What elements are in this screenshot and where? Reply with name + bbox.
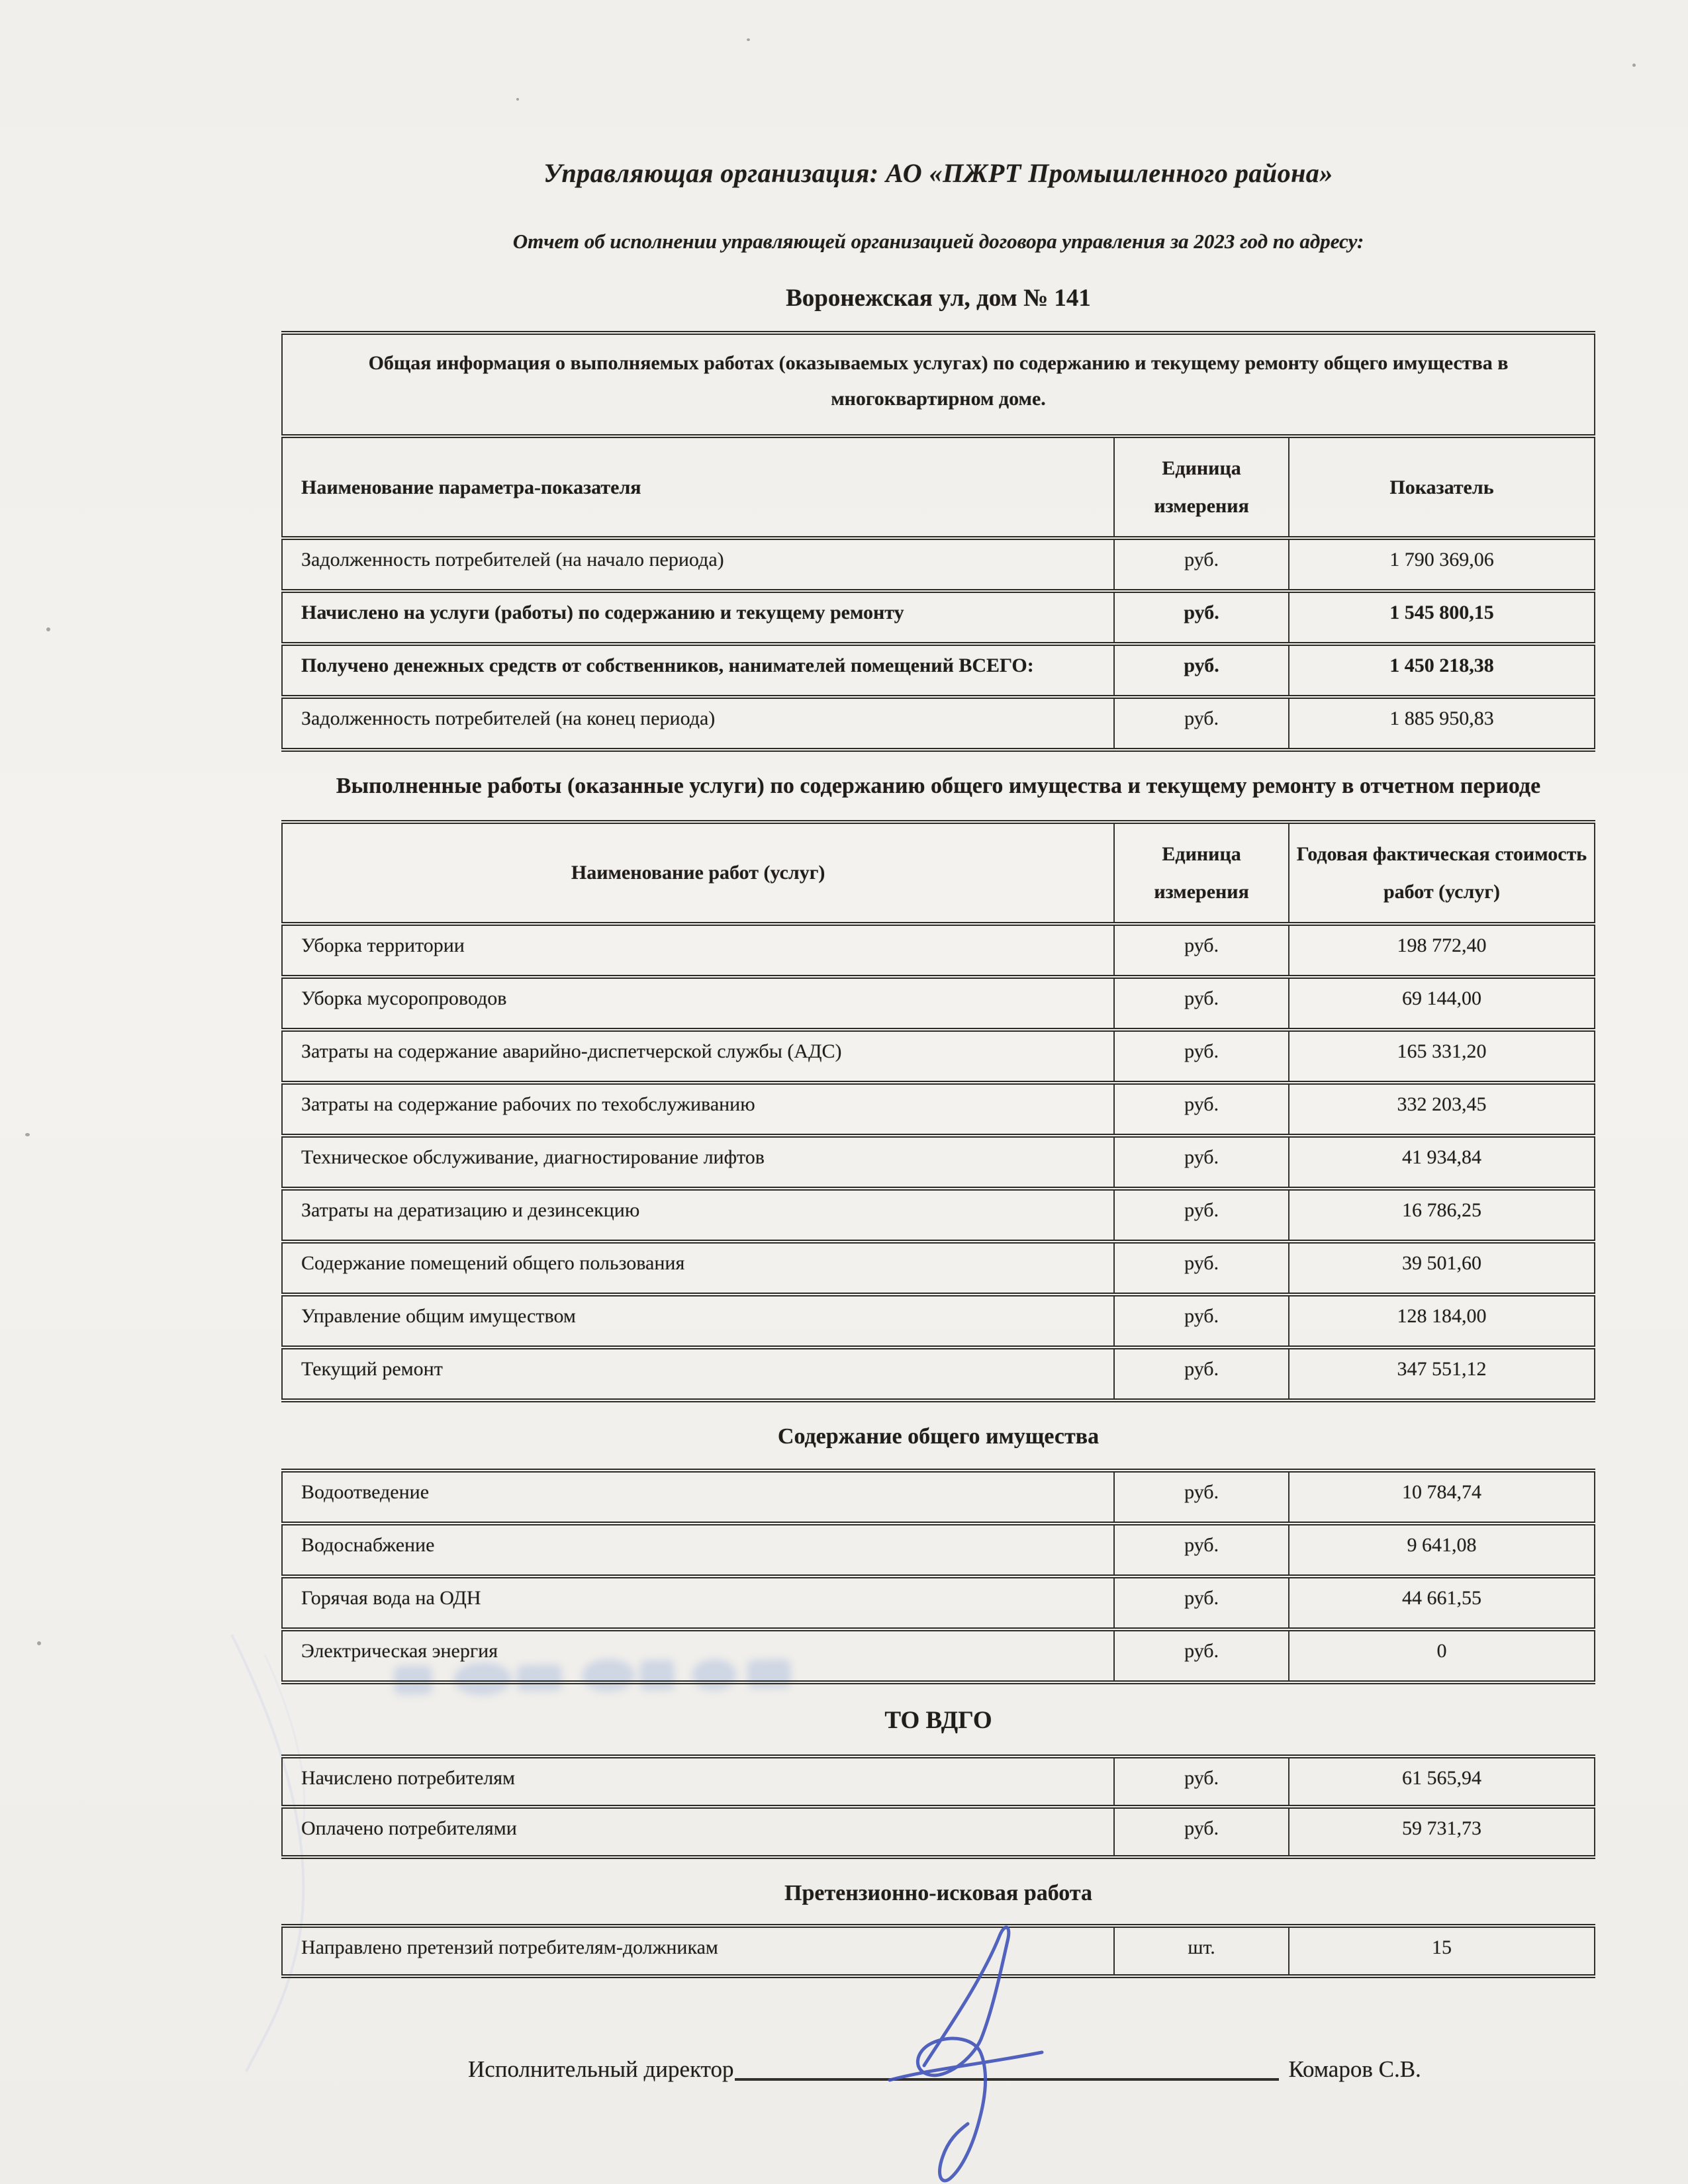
table-row [282,1083,1595,1136]
row-label: Техническое обслуживание, диагностирование лифтов [282,1136,1114,1189]
report-subtitle: Отчет об исполнении управляющей организацией договора управления за 2023 год по адресу: [512,230,1364,253]
row-value: 0 [1289,1629,1595,1682]
table-row [282,924,1595,977]
row-label: Затраты на дератизацию и дезинсекцию [282,1189,1114,1242]
row-unit: руб. [1114,1471,1289,1524]
row-label: Задолженность потребителей (на конец периода) [282,697,1114,750]
document-content [281,0,1595,2083]
table-row [282,1524,1595,1576]
row-value: 332 203,45 [1289,1083,1595,1136]
column-header-name: Наименование работ (услуг) [282,822,1114,924]
row-value: 59 731,73 [1289,1807,1595,1857]
table-row [282,1030,1595,1083]
row-value: 1 885 950,83 [1289,697,1595,750]
scan-speck [37,1641,41,1645]
row-label: Содержание помещений общего пользования [282,1242,1114,1295]
table-row [282,538,1595,591]
table-row [282,1242,1595,1295]
table-row [282,1926,1595,1976]
row-value: 69 144,00 [1289,977,1595,1030]
row-value: 16 786,25 [1289,1189,1595,1242]
document-title: Управляющая организация: АО «ПЖРТ Промышленного района» [543,158,1333,188]
table-row [282,697,1595,750]
row-unit: руб. [1114,1756,1289,1807]
row-label: Уборка мусоропроводов [282,977,1114,1030]
row-label: Электрическая энергия [282,1629,1114,1682]
table-row [282,591,1595,644]
row-value: 347 551,12 [1289,1347,1595,1400]
address-line: Воронежская ул, дом № 141 [786,285,1091,312]
row-label: Затраты на содержание рабочих по техобслуживанию [282,1083,1114,1136]
general-info-table [281,331,1595,752]
row-unit: руб. [1114,977,1289,1030]
table-row [282,1576,1595,1629]
row-unit: руб. [1114,1807,1289,1857]
column-header-unit: Единица измерения [1114,822,1289,924]
claims-table [281,1924,1595,1978]
row-label: Горячая вода на ОДН [282,1576,1114,1629]
row-unit: руб. [1114,1524,1289,1576]
row-value: 44 661,55 [1289,1576,1595,1629]
table-row [282,1136,1595,1189]
scan-speck [1632,64,1636,67]
table-row [282,1756,1595,1807]
row-unit: руб. [1114,1347,1289,1400]
table-row [282,1629,1595,1682]
signature-line [735,2078,1279,2081]
column-header-value: Годовая фактическая стоимость работ (услуг) [1289,822,1595,924]
row-unit: руб. [1114,538,1289,591]
scan-speck [46,627,50,631]
row-unit: руб. [1114,1083,1289,1136]
table-row [282,1807,1595,1857]
row-label: Оплачено потребителями [282,1807,1114,1857]
row-value: 10 784,74 [1289,1471,1595,1524]
row-value: 128 184,00 [1289,1295,1595,1347]
row-label: Начислено на услуги (работы) по содержанию и текущему ремонту [282,591,1114,644]
row-unit: руб. [1114,697,1289,750]
signature-name: Комаров С.В. [1288,2056,1421,2083]
row-label: Получено денежных средств от собственников, нанимателей помещений ВСЕГО: [282,644,1114,697]
row-value: 1 790 369,06 [1289,538,1595,591]
row-unit: руб. [1114,591,1289,644]
row-label: Направлено претензий потребителям-должникам [282,1926,1114,1976]
row-unit: руб. [1114,924,1289,977]
row-label: Уборка территории [282,924,1114,977]
table-row [282,1471,1595,1524]
column-header-name: Наименование параметра-показателя [282,436,1114,538]
table-row [282,644,1595,697]
row-unit: руб. [1114,1242,1289,1295]
row-label: Задолженность потребителей (на начало периода) [282,538,1114,591]
row-label: Начислено потребителям [282,1756,1114,1807]
performed-works-table [281,820,1595,1402]
signature-role: Исполнительный директор [468,2056,734,2083]
general-info-header: Общая информация о выполняемых работах (оказываемых услугах) по содержанию и текущему ремонту общего имущества в многоквартирном доме. [282,333,1595,436]
row-unit: руб. [1114,1136,1289,1189]
row-unit: шт. [1114,1926,1289,1976]
signature-block [281,2056,1595,2083]
row-label: Водоотведение [282,1471,1114,1524]
row-unit: руб. [1114,1030,1289,1083]
row-unit: руб. [1114,1629,1289,1682]
row-value: 61 565,94 [1289,1756,1595,1807]
row-unit: руб. [1114,1189,1289,1242]
row-value: 15 [1289,1926,1595,1976]
row-label: Текущий ремонт [282,1347,1114,1400]
to-vdgo-title: ТО ВДГО [884,1707,992,1735]
scan-speck [25,1133,30,1136]
row-unit: руб. [1114,644,1289,697]
row-unit: руб. [1114,1295,1289,1347]
table-row [282,1295,1595,1347]
row-unit: руб. [1114,1576,1289,1629]
claims-title: Претензионно-исковая работа [784,1880,1092,1905]
column-header-value: Показатель [1289,436,1595,538]
row-label: Водоснабжение [282,1524,1114,1576]
row-value: 41 934,84 [1289,1136,1595,1189]
row-label: Затраты на содержание аварийно-диспетчерской службы (АДС) [282,1030,1114,1083]
common-property-title: Содержание общего имущества [777,1424,1100,1449]
table-row [282,1347,1595,1400]
column-header-unit: Единица измерения [1114,436,1289,538]
row-value: 165 331,20 [1289,1030,1595,1083]
row-value: 1 450 218,38 [1289,644,1595,697]
row-value: 198 772,40 [1289,924,1595,977]
row-label: Управление общим имуществом [282,1295,1114,1347]
table-row [282,1189,1595,1242]
table-row [282,977,1595,1030]
row-value: 9 641,08 [1289,1524,1595,1576]
row-value: 1 545 800,15 [1289,591,1595,644]
common-property-table [281,1469,1595,1684]
row-value: 39 501,60 [1289,1242,1595,1295]
to-vdgo-table [281,1754,1595,1859]
performed-works-title: Выполненные работы (оказанные услуги) по содержанию общего имущества и текущему ремонту в отчетном периоде [336,774,1541,798]
